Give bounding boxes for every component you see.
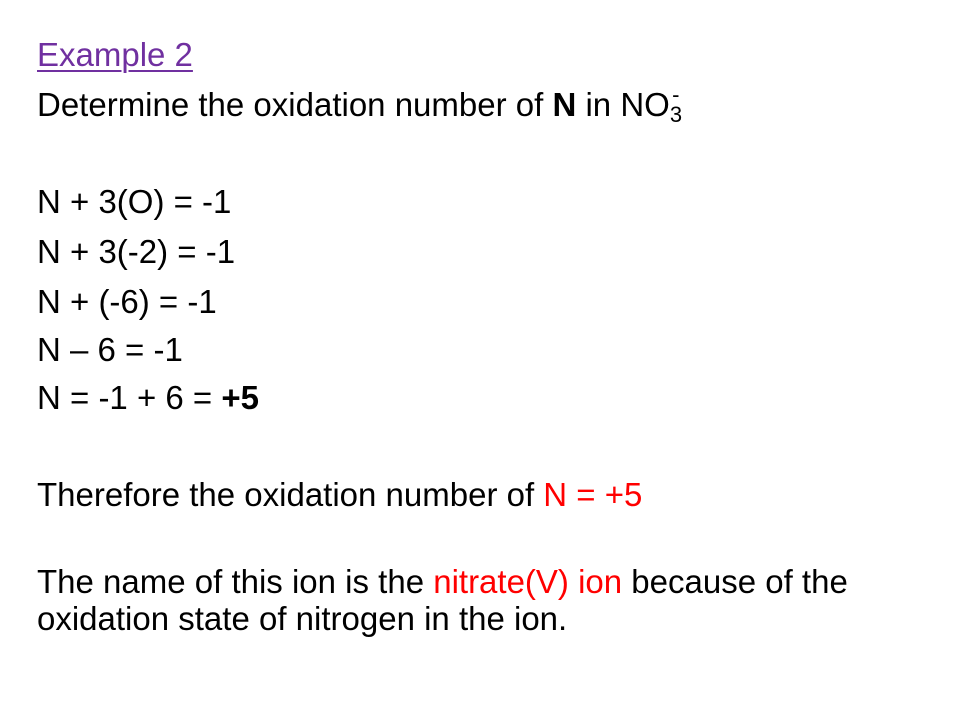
explanation-paragraph [37, 563, 937, 637]
question-line [37, 82, 683, 127]
step-3: N + (-6) = -1 [37, 283, 217, 320]
explanation-highlight: nitrate(V) ion [433, 563, 623, 600]
conclusion-prefix: Therefore the oxidation number of [37, 476, 544, 513]
final-step-prefix: N = -1 + 6 = [37, 379, 222, 416]
question-element: N [552, 86, 577, 123]
example-heading: Example 2 [37, 36, 193, 73]
step-4: N – 6 = -1 [37, 331, 183, 368]
final-step [37, 379, 259, 417]
step-1: N + 3(O) = -1 [37, 183, 232, 220]
conclusion-line [37, 476, 642, 514]
final-step-result: +5 [221, 379, 259, 416]
question-middle: in NO [576, 86, 670, 123]
explanation-prefix: The name of this ion is the [37, 563, 434, 600]
step-2: N + 3(-2) = -1 [37, 233, 236, 270]
conclusion-highlight: N = +5 [543, 476, 643, 513]
question-prefix: Determine the oxidation number of [37, 86, 553, 123]
question-subscript: 3 [669, 102, 683, 127]
explanation-suffix: because of the oxidation state of nitrogen in the ion. [37, 563, 848, 637]
question-superscript: - [672, 82, 680, 107]
